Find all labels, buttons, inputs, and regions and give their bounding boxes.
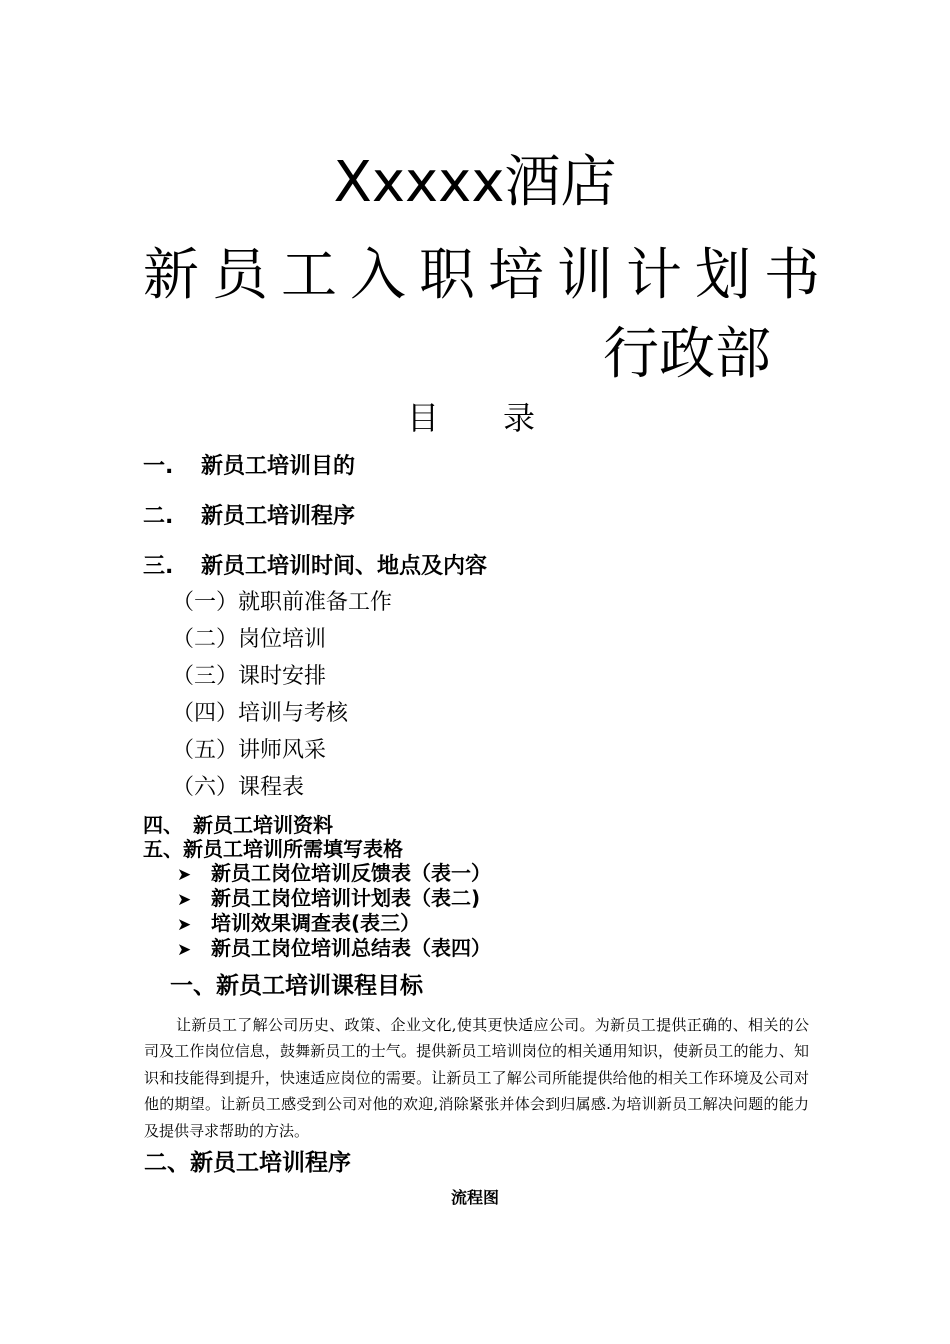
- form-list-text: 新员工岗位培训反馈表（表一）: [211, 861, 491, 885]
- toc-item-1: [143, 452, 355, 482]
- toc-title: 目 录: [407, 399, 536, 437]
- toc-subitem: （五）讲师风采: [172, 738, 327, 763]
- section-heading-1: 一、新员工培训课程目标: [170, 973, 423, 999]
- toc-subitem: （六）课程表: [172, 775, 305, 800]
- toc-subitem: （一）就职前准备工作: [172, 590, 393, 615]
- form-list-text: 新员工岗位培训总结表（表四）: [211, 936, 491, 960]
- toc-item-number: 一.: [143, 454, 174, 479]
- toc-item-2: [143, 502, 355, 532]
- arrow-bullet-icon: ➤: [177, 865, 192, 885]
- form-list-item: [177, 936, 491, 962]
- plan-title: 新员工入职培训计划书: [143, 243, 833, 308]
- toc-item-text: 新员工培训程序: [201, 504, 356, 529]
- flowchart-caption: 流程图: [450, 1188, 499, 1207]
- toc-subitem: （四）培训与考核: [172, 701, 349, 726]
- toc-subitem: （三）课时安排: [172, 664, 327, 689]
- form-list-item: [177, 886, 480, 912]
- arrow-bullet-icon: ➤: [177, 890, 192, 910]
- toc-item-number: 二.: [143, 504, 174, 529]
- hotel-title: Xxxxx酒店: [333, 150, 617, 215]
- toc-item-number: 三.: [143, 554, 174, 579]
- arrow-bullet-icon: ➤: [177, 940, 192, 960]
- toc-item-text: 新员工培训时间、地点及内容: [201, 554, 488, 579]
- toc-subitem: （二）岗位培训: [172, 627, 327, 652]
- arrow-bullet-icon: ➤: [177, 915, 192, 935]
- toc-item-3: [143, 552, 487, 582]
- form-list-text: 培训效果调查表(表三）: [211, 911, 421, 935]
- toc-item-4: 四、 新员工培训资料: [143, 813, 333, 837]
- section-heading-2: 二、新员工培训程序: [144, 1150, 351, 1176]
- form-list-item: [177, 911, 420, 937]
- toc-item-text: 新员工培训目的: [201, 454, 356, 479]
- body-paragraph: 让新员工了解公司历史、政策、企业文化,使其更快适应公司。为新员工提供正确的、相关的公司及工作岗位信息，鼓舞新员工的士气。提供新员工培训岗位的相关通用知识，使新员工的能力、知识和技能得到提升，快速适应岗位的需要。让新员工了解公司所能提供给他的相关工作环境及公司对他的期望。让新员工感受到公司对他的欢迎,消除紧张并体会到归属感.为培训新员工解决问题的能力及提供寻求帮助的方法。: [144, 1016, 809, 1140]
- form-list-text: 新员工岗位培训计划表（表二): [211, 886, 481, 910]
- department-name: 行政部: [603, 322, 771, 387]
- form-list-item: [177, 861, 491, 887]
- toc-item-5: 五、新员工培训所需填写表格: [143, 837, 403, 861]
